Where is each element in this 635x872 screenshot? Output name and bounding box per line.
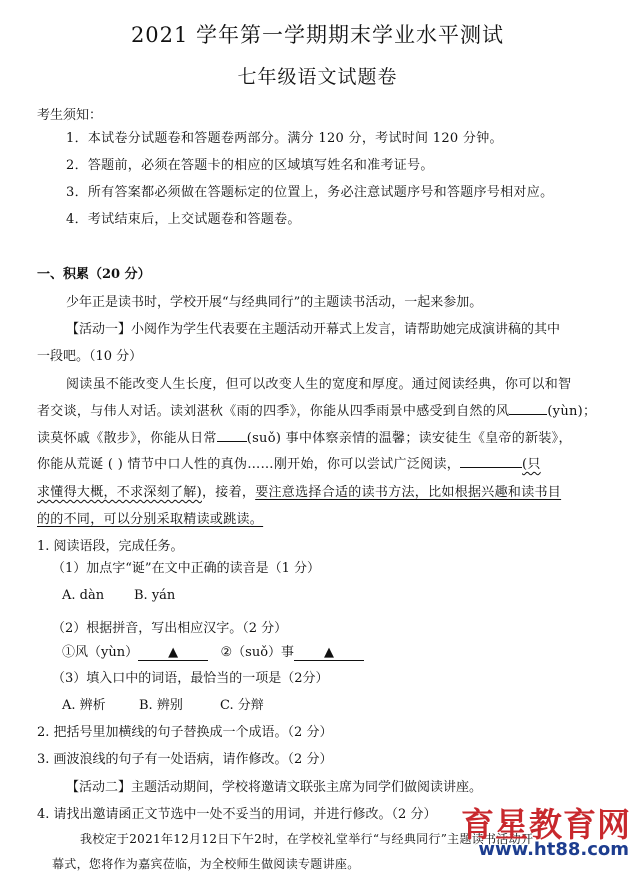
activity1-line1: 【活动一】小阅作为学生代表要在主题活动开幕式上发言，请帮助她完成演讲稿的其中 xyxy=(66,322,561,337)
exam-title: 2021 学年第一学期期末学业水平测试 xyxy=(130,23,505,47)
q3: 3. 画波浪线的句子有一处语病，请作修改。（2 分） xyxy=(37,752,333,767)
q2: 2. 把括号里加横线的句子替换成一个成语。（2 分） xyxy=(37,725,333,740)
q1-opt-b: B. yán xyxy=(134,588,176,603)
notice-item-2: 2．答题前，必须在答题卡的相应的区域填写姓名和准考证号。 xyxy=(66,158,434,173)
q1-opt3-c: C. 分辩 xyxy=(220,698,264,713)
notice-item-1: 1．本试卷分试题卷和答题卷两部分。满分 120 分，考试时间 120 分钟。 xyxy=(66,131,503,146)
q1-opt3-a: A. 辨析 xyxy=(62,698,106,713)
letter-excerpt: 我校定于2021年12月12日下午2时，在学校礼堂举行“与经典同行”主题读书活动开 xyxy=(80,832,534,846)
watermark-url: www.ht88.com xyxy=(478,839,629,860)
q1-stem: 1. 阅读语段，完成任务。 xyxy=(37,539,184,554)
notice-heading: 考生须知： xyxy=(37,108,103,123)
passage-line-4: 你能从荒诞 ( ) 情节中口人性的真伪……刚开始，你可以尝试广泛阅读， (只 xyxy=(37,457,541,472)
notice-item-4: 4．考试结束后，上交试题卷和答题卷。 xyxy=(66,212,301,227)
blank-idiom xyxy=(460,455,522,468)
passage-line-6: 的的不同，可以分别采取精读或跳读。 xyxy=(37,512,264,527)
letter-excerpt-cut: 幕式，您将作为嘉宾莅临，为全校师生做阅读专题讲座。 xyxy=(52,857,360,871)
q1-opt-a: A. dàn xyxy=(62,588,105,603)
answer-triangle-2: ▲ xyxy=(294,645,364,661)
q1-sub3: （3）填入口中的词语，最恰当的一项是（2分） xyxy=(52,671,329,686)
q1-opt3-b: B. 辨别 xyxy=(139,698,183,713)
activity2: 【活动二】主题活动期间，学校将邀请文联张主席为同学们做阅读讲座。 xyxy=(66,780,483,795)
passage-line-3: 读莫怀戚《散步》，你能从日常 (suǒ) 事中体察亲情的温馨；读安徒生《皇帝的新装》， xyxy=(37,431,572,446)
section-intro: 少年正是读书时，学校开展“与经典同行”的主题读书活动，一起来参加。 xyxy=(66,295,483,310)
passage-line-1: 阅读虽不能改变人生长度，但可以改变人生的宽度和厚度。通过阅读经典，你可以和智 xyxy=(66,377,572,392)
watermark-logo xyxy=(450,797,635,861)
passage-line-2: 者交谈，与伟人对话。读刘湛秋《雨的四季》，你能从四季雨景中感受到自然的风 (yùn)； xyxy=(37,404,597,419)
q1-sub1: （1）加点字“诞”在文中正确的读音是（1 分） xyxy=(52,561,320,576)
q1-sub2-answers: ①风（yùn） ▲ ②（suǒ）事 ▲ xyxy=(62,641,364,661)
q4: 4. 请找出邀请函正文节选中一处不妥当的用词，并进行修改。（2 分） xyxy=(37,807,437,822)
watermark-text: 育星教育网 xyxy=(461,805,631,844)
q1-sub2: （2）根据拼音，写出相应汉字。（2 分） xyxy=(52,621,288,636)
blank-yun xyxy=(509,402,547,415)
section-heading: 一、积累（20 分） xyxy=(37,267,151,282)
answer-triangle-1: ▲ xyxy=(138,645,208,661)
blank-suo xyxy=(217,429,247,442)
exam-subtitle: 七年级语文试题卷 xyxy=(237,66,398,88)
passage-line-5: 求懂得大概，不求深刻了解)，接着，要注意选择合适的读书方法，比如根据兴趣和读书目 xyxy=(37,485,562,500)
activity1-line2: 一段吧。（10 分） xyxy=(37,349,143,364)
notice-item-3: 3．所有答案都必须做在答题标定的位置上，务必注意试题序号和答题序号相对应。 xyxy=(66,185,554,200)
